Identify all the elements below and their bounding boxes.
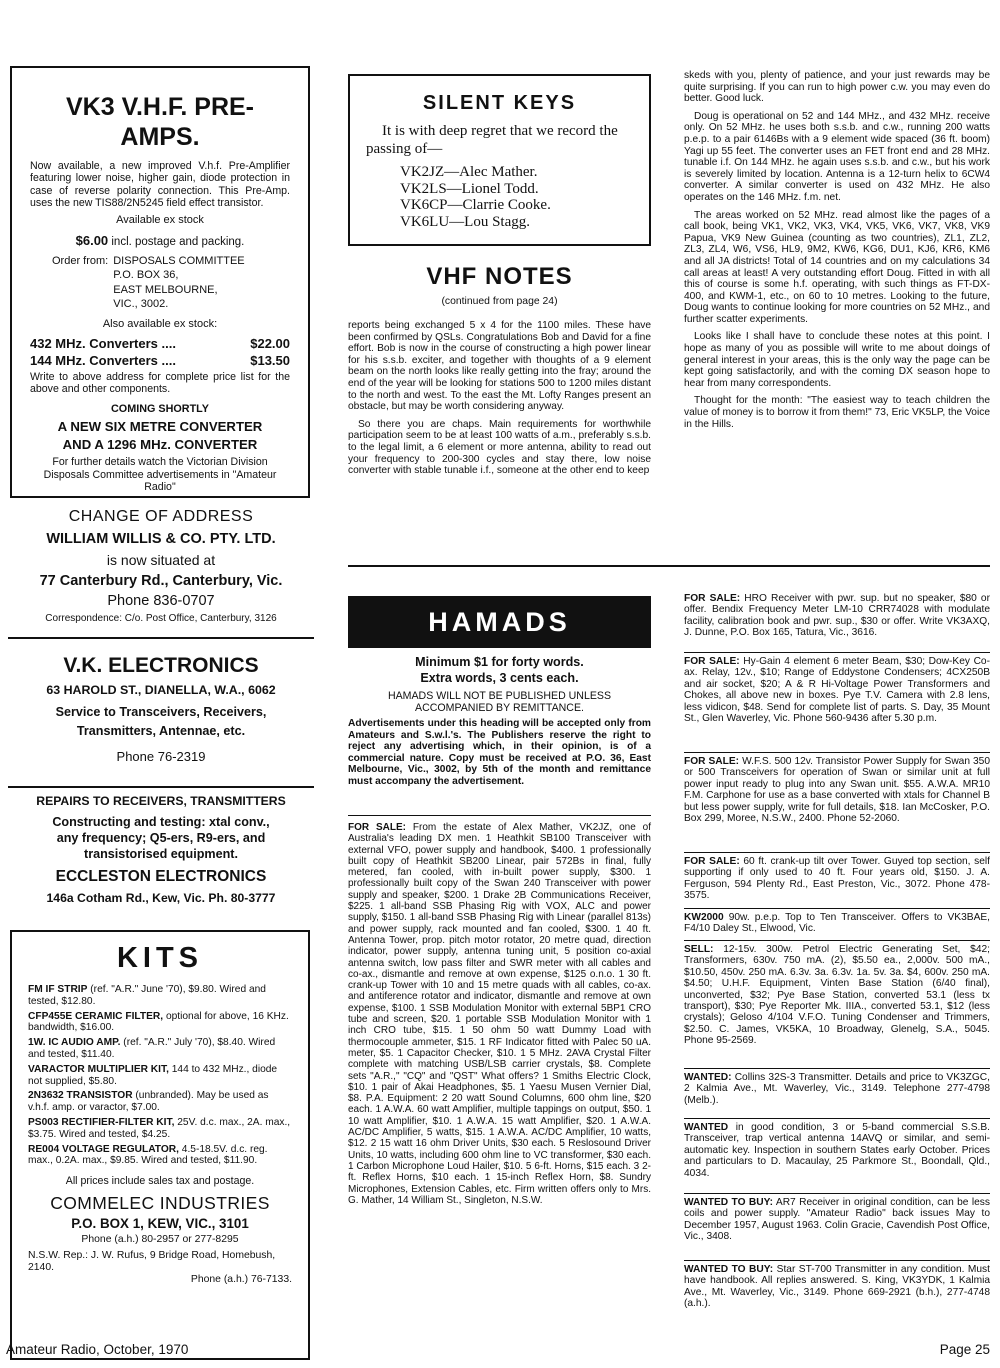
kit-detail: 25V. d.c. max., 2A. max., $3.75. Wired and tested, $4.25. — [28, 1116, 291, 1140]
vhf-continued: (continued from page 24) — [441, 296, 558, 307]
kit-name: 2N3632 TRANSISTOR — [28, 1090, 133, 1102]
change-phone: Phone 836-0707 — [107, 593, 215, 609]
ad-text: Hy-Gain 4 element 6 meter Beam, $30; Dow-Key Co-ax. Relay, 12v., $10; Range of Eddystone Condensers; 4CX250B and air socket, $20; A & R Hi-Voltage Power Transformers and Chokes, all above new in boxes. Pye T.V. Camera with 2.8 lens, less vidicon, $48. Send for complete list of parts. S. Day, 35 Mount St., Glen Waverley, Vic. Phone 560-9436 after 5.30 p.m. — [684, 656, 990, 725]
kit-item — [28, 1090, 292, 1114]
classified-ad — [684, 1264, 990, 1310]
kits-title: KITS — [116, 942, 204, 974]
kit-name: RE004 VOLTAGE REGULATOR, — [28, 1143, 179, 1155]
footer-page-number: Page 25 — [939, 1342, 990, 1357]
vk3-converter-432 — [30, 335, 290, 352]
address-line: VIC., 3002. — [113, 298, 169, 311]
address-line: EAST MELBOURNE, — [113, 283, 218, 296]
vk3-order-label: Order from: — [52, 254, 109, 267]
converter-price: $22.00 — [250, 335, 290, 351]
vk3-price: $6.00 — [75, 232, 109, 248]
vhf-title: VHF NOTES — [426, 263, 573, 290]
ad-heading: FOR SALE: — [684, 593, 741, 604]
divider — [348, 815, 651, 816]
ad-text: 12-15v. 300w. Petrol Electric Generating Set, $42; Transformers, 630v. 750 mA. (2), $5.50 ea., 2,000v. 500 mA., $10.50, 450v. 250 mA. 6.3v. 3a. 6.3v. 1a. 5v. 3a. $4, 600v. 250 mA. $4.50; U.H.F. Equipment, Vinten Base Station (6/40 final), unconverted, $32; Pye Base Station, converted 53.1 (less tx transport), $30; Pye Reporter Mk. IIIA., converted 53.1, $12 (less crystals); Geloso 4/104 V.F.O. Tuning Condenser and Trimmers, $2.50. C. James, VK5KA, 10 Broadway, Glenelg, S.A., 5045. Phone 95-2569. — [684, 944, 990, 1047]
kit-detail: 4.5-18.5V. d.c. reg. max., 0.2A. max., $9.85. Wired and tested, $11.90. — [28, 1143, 268, 1167]
kit-name: PS003 RECTIFIER-FILTER KIT, — [28, 1116, 175, 1128]
change-correspondence: Correspondence: C/o. Post Office, Canterbury, 3126 — [45, 613, 277, 624]
hamads-minimum-1: Minimum $1 for forty words. — [415, 655, 584, 669]
vk3-coming: COMING SHORTLY — [111, 403, 209, 416]
ad-divider — [684, 1068, 990, 1069]
kit-detail: (unbranded). May be used as v.h.f. amp. or varactor, $7.00. — [28, 1090, 269, 1114]
ad-heading: WANTED TO BUY: — [684, 1264, 774, 1275]
vk3-also: Also available ex stock: — [102, 317, 218, 330]
change-company: WILLIAM WILLIS & CO. PTY. LTD. — [46, 531, 276, 547]
change-heading: CHANGE OF ADDRESS — [68, 508, 254, 525]
vk3-price-line — [30, 233, 290, 248]
vk3-order — [30, 254, 290, 312]
vhf-paragraph: reports being exchanged 5 x 4 for the 1100 miles. These have been confirmed by QSLs. Congratulations Bob and David for a fine effort. Bob is now in the course of constructing a high power linear for his s.s.b. exciter, and together with thoughts of a 9 element beam on the north looks like really getting into the fray; around the end of the year will be looking for stations 500 to 1200 miles distant to the north and west. To the east the Mt. Lofty Ranges present an obstacle, but may be worth considering anyway. — [348, 320, 651, 413]
silent-key-name: VK2JZ—Alec Mather. — [400, 164, 538, 180]
kit-detail: (ref. "A.R." July '70), $8.40. Wired and tested, $11.40. — [28, 1037, 276, 1060]
converter-price: $13.50 — [250, 352, 290, 368]
ad-text: AR7 Receiver in original condition, can be less coils and power supply. "Amateur Radio" back issues May to December 1957, August 1963. Colin Gracie, Cavendish Post Office, Vic., 3408. — [684, 1197, 990, 1243]
ad-heading: FOR SALE: — [348, 822, 407, 833]
ad-text: Star ST-700 Transmitter in any condition. Must have handbook. All replies answered. S. King, VK3YDK, 1 Kalmia Ave., Mt. Waverley, Vic., 3149. Phone 669-2921 (b.h.), 277-4748 (a.h.). — [684, 1264, 990, 1310]
ad-divider — [684, 652, 990, 653]
vk3-order-address — [113, 254, 244, 312]
vk3-new1: A NEW SIX METRE CONVERTER — [57, 419, 263, 435]
converter-label: 432 MHz. Converters .... — [30, 335, 176, 351]
vk3-title: VK3 V.H.F. PRE-AMPS. — [65, 93, 255, 151]
kit-detail: optional for above, 16 KHz. bandwidth, $16.00. — [28, 1010, 289, 1034]
classified-ad — [684, 756, 990, 824]
classified-ad — [684, 656, 990, 724]
ad-text: HRO Receiver with pwr. sup. but no speaker, $80 or offer. Bendix Frequency Meter LM-10 CRR74028 with modulate facility, calibration book and pwr. sup., $30 or offer. Write VK3AXQ, J. Dunne, P.O. Box 165, Tatura, Vic., 3616. — [684, 593, 990, 639]
repairs-address: 146a Cotham Rd., Kew, Vic. Ph. 80-3777 — [46, 891, 276, 905]
vhf-paragraph: The areas worked on 52 MHz. read almost like the pages of a call book, being VK1, VK2, VK3, VK4, VK5, VK6, VK7, VK8, VK9 Papua, VK9 New Guinea (counting as two countries), ZL1, ZL2, ZL3, ZL4, W6, VS6, HL9, 9M2, KW6, KG6, DU1, KJ6, KR6, KM6 and all JA districts! Total of 14 countries and on my calculations 34 call areas at least! A very outstanding effort Doug. Fitted in with all this of course is some h.f. operating, with such things as FT-DX-400, and KWM-1, etc., on 60 to 10 metres. Looking to the future, Doug wants to continue looking for more countries on 52 MHz., and further scatter experiments. — [684, 209, 990, 325]
repairs-name: ECCLESTON ELECTRONICS — [55, 868, 267, 885]
vk-electronics-ad — [8, 652, 314, 767]
ad-text: From the estate of Alex Mather, VK2JZ, one of Australia's leading DX men. 1 Heathkit SB100 Transceiver with external VFO, power supply and handbook, $400. 1 professionally built copy of Heathkit SB200 Linear, pair 572Bs in final, fully metered, fan cooled, with in-built power supply, $300. 1 professionally built copy of the Swan 240 Transceiver with power supply and speaker, $200. 1 Drake 2B Communications Receiver, $225. 1 all-band SSB Phasing Rig with VOX, ALC and power supply, $150. 1 all-band SSB Phasing Rig with Linear (parallel 813s) and power supply, rack mounted and fan cooled, $300. 1 40 ft. Antenna Tower, prop. pitch motor rotator, 20 metre quad, direction indicator, power supply, antenna tuning unit, 5 position co-axial antenna switch, low pass filter and SWR meter with all cables and co-ax., dismantle and remove at own expense, $125 o.n.o. 1 30 ft. crank-up Tower with 10 and 15 metre quads with all cables, co-ax. and antiference rotator and indicator, dismantle and remove at own expense, $100. 1 SSB Modulation Monitor with external 5BP1 CRO tube and screen, $20. 1 portable SSB Modulation Monitor with 1 inch CRO tube, $15. 1 50 ohm 50 watt Dummy Load with thermocouple ammeter, $15. 1 RF Indicator fitted with Palec 50 uA. meter, $5. 1 Capacitor Checker, $10. 1 5 MHz. 2AVA Crystal Filter complete with matching USB/LSB carrier crystals, $8. Complete sets "A.R.," "CQ" and "QST" What offers? 1 Smiths Electric Clock, $10. 1 pair of Akai Headphones, $5. 1 Yaesu Musen Vernier Dial, $8. P.A. Equipment: 2 20 watt Sound Columns, 600 ohm line, $20 each. 1 A.W.A. 60 watt Amplifier, multiple tappings on output, $50. 1 10 watt Amplifier, $10. 1 A.W.A. 15 watt Amplifier, $20. 1 A.W.A. AC/DC Amplifier, 5 watts, $15. 1 A.W.A. AC/DC Amplifier, 10 watts, $12. 2 15 watt 16 ohm Driver Units, $30 each. 5 Reslosound Driver Units, 10 watts, including 600 ohm line to VC transformer, $30 each. 1 Carbon Microphone Loud Hailer, $10. 5 6-ft. Horns, $15 each. 3 2-ft. Reflex Horns, $10 each. 1 15-inch Reflex Horn, $8. Sundry Microphones, Extension Cables, etc. Firm written offers only to Mrs. G. Mather, 14 William St., Singleton, N.S.W. — [348, 822, 651, 1206]
hamads-minimum-2: Extra words, 3 cents each. — [420, 671, 579, 685]
classified-ad — [684, 1072, 990, 1106]
kit-name: CFP455E CERAMIC FILTER, — [28, 1010, 164, 1022]
kits-prices-note: All prices include sales tax and postage. — [65, 1175, 255, 1188]
ad-divider — [684, 940, 990, 941]
ad-heading: SELL: — [684, 944, 714, 955]
classified-ad — [684, 912, 990, 935]
kit-item — [28, 1144, 292, 1168]
converter-label: 144 MHz. Converters .... — [30, 352, 176, 368]
hamads-title: HAMADS — [428, 607, 571, 637]
change-situated: is now situated at — [106, 552, 216, 568]
ad-divider — [684, 908, 990, 909]
classified-ad — [684, 944, 990, 1047]
kit-item — [28, 984, 292, 1008]
kits-rep: N.S.W. Rep.: J. W. Rufus, 9 Bridge Road, Homebush, 2140. — [28, 1250, 276, 1274]
vk3-price-note: incl. postage and packing. — [111, 235, 245, 248]
vhf-paragraph: Doug is operational on 52 and 144 MHz., and 432 MHz. receive only. On 52 MHz. he uses both s.s.b. and c.w., running 200 watts p.e.p. to a pair 6146Bs with a 9 element wide spaced (36 ft. boom) Yagi up 55 feet. The converter uses an FET front end and 28 MHz. tunable i.f. On 144 MHz. he again uses s.s.b. and c.w., but his work is severely limited by location. Antenna is a 12-turn helix to 6CW4 converter. A similar converter is used on 432 MHz. He also operates on the 146 MHz. f.m. net. — [684, 110, 990, 203]
ad-heading: KW2000 — [684, 912, 724, 923]
vk3-further: For further details watch the Victorian Division Disposals Committee advertisements in "Amateur Radio" — [43, 456, 277, 494]
silent-intro: It is with deep regret that we record the passing of— — [366, 123, 618, 157]
vhf-column-1 — [348, 320, 651, 483]
hamads-terms-text: Advertisements under this heading will be accepted only from Amateurs and S.w.l.'s. The Publishers reserve the right to reject any advertising which, in their opinion, is of a commercial nature. Copy must be received at P.O. 36, East Melbourne, Vic., 3002, by 5th of the month and remittance must accompany the advertisement. — [348, 718, 651, 787]
kit-item — [28, 1011, 292, 1035]
ad-divider — [684, 1118, 990, 1119]
vke-name: V.K. ELECTRONICS — [63, 654, 259, 677]
estate-sale-ad — [348, 822, 651, 1206]
ad-text: in good condition, 3 or 5-band commercial S.S.B. Transceiver, trap vertical antenna 14AVQ or similar, and semi-automatic key. Inspection in southern States early October. Prices and particulars to D. Macaulay, 25 Parkmore St., Boondall, Qld., 4034. — [684, 1122, 990, 1179]
vhf-column-2 — [684, 70, 990, 436]
kits-company: COMMELEC INDUSTRIES — [50, 1193, 270, 1214]
ad-text: 90w. p.e.p. Top to Ten Transceiver. Offers to VK3BAE, F4/10 Daley St., Elwood, Vic. — [684, 912, 990, 935]
classified-ad — [684, 1122, 990, 1179]
vk3-intro: Now available, a new improved V.h.f. Pre-Amplifier featuring lower noise, higher gain, diode protection in case of reverse polarity connection. This Pre-Amp. uses the new TIS88/2N5245 field effect transistor. — [30, 160, 290, 210]
ad-divider — [684, 852, 990, 853]
kit-detail: (ref. "A.R." June '70), $9.80. Wired and tested, $12.80. — [28, 984, 266, 1007]
silent-key-name: VK2LS—Lionel Todd. — [400, 180, 539, 197]
vk3-stock: Available ex stock — [116, 213, 204, 226]
kit-name: VARACTOR MULTIPLIER KIT, — [28, 1063, 169, 1075]
ad-text: 60 ft. crank-up tilt over Tower. Guyed top section, self supporting if only used to 40 ft. Four years old, $150. J. A. Ferguson, 594 Plenty Rd., East Preston, Vic., 3072. Phone 478-3575. — [684, 856, 990, 902]
vk3-new2: AND A 1296 MHz. CONVERTER — [62, 437, 258, 453]
hamads-banner — [348, 596, 651, 648]
kits-ad — [10, 930, 310, 1360]
kit-item — [28, 1037, 292, 1061]
ad-divider — [684, 752, 990, 753]
hamads-notice-2: ACCOMPANIED BY REMITTANCE. — [415, 702, 584, 714]
classified-ad — [684, 856, 990, 902]
ad-heading: WANTED — [684, 1122, 729, 1133]
vk3-converter-144 — [30, 352, 290, 369]
vhf-paragraph: Thought for the month: "The easiest way to teach children the value of money is to borrow it from them!" 73, Eric VK5LP, the Voice in the Hills. — [684, 395, 990, 430]
ad-heading: FOR SALE: — [684, 756, 740, 767]
change-address: 77 Canterbury Rd., Canterbury, Vic. — [39, 573, 283, 589]
kits-rep-phone: Phone (a.h.) 76-7133. — [190, 1274, 292, 1286]
repairs-ad — [8, 792, 314, 907]
hamads-notice-1: HAMADS WILL NOT BE PUBLISHED UNLESS — [387, 690, 612, 702]
vhf-paragraph: Looks like I shall have to conclude these notes at this point. I hope as many of you as possible will write to me about doings of general interest in your areas, this is the only way the page can be kept going satisfactorily, and with the coming DX season hope to hear from many correspondents. — [684, 331, 990, 389]
hamads-estate-sale — [348, 822, 651, 1212]
kit-item — [28, 1064, 292, 1088]
repairs-body-2: any frequency; Q5-ers, R9-ers, and — [56, 831, 266, 845]
divider — [8, 637, 314, 639]
ad-divider — [684, 1260, 990, 1261]
ad-divider — [684, 1193, 990, 1194]
repairs-body-1: Constructing and testing: xtal conv., — [52, 815, 270, 829]
ad-heading: WANTED: — [684, 1072, 732, 1083]
kit-detail: 144 to 432 MHz., diode not supplied, $5.80. — [28, 1063, 278, 1087]
address-line: DISPOSALS COMMITTEE — [113, 254, 245, 267]
repairs-heading: REPAIRS TO RECEIVERS, TRANSMITTERS — [36, 794, 286, 808]
classified-ad — [684, 593, 990, 639]
change-of-address-ad — [8, 506, 314, 627]
vke-address: 63 HAROLD ST., DIANELLA, W.A., 6062 — [46, 683, 276, 697]
vk3-write: Write to above address for complete price list for the above and other components. — [30, 370, 290, 396]
kits-phone: Phone (a.h.) 80-2957 or 277-8295 — [81, 1234, 239, 1246]
footer-publication: Amateur Radio, October, 1970 — [6, 1342, 189, 1357]
repairs-body-3: transistorised equipment. — [84, 847, 238, 861]
divider — [8, 786, 314, 788]
classified-ad — [684, 1197, 990, 1243]
vke-service-1: Service to Transceivers, Receivers, — [55, 705, 267, 719]
silent-key-name: VK6CP—Clarrie Cooke. — [400, 197, 551, 213]
vk3-preamps-ad — [10, 66, 310, 498]
vke-phone: Phone 76-2319 — [116, 749, 206, 764]
kits-box: P.O. BOX 1, KEW, VIC., 3101 — [71, 1216, 249, 1232]
kit-item — [28, 1117, 292, 1141]
vhf-paragraph: So there you are chaps. Main requirements for worthwhile participation seem to be at least 100 watts of a.m., preferably s.s.b. to the legal limit, a 6 element or more antenna, ability to read out your frequency to 200-300 cycles and stay there, low noise converter with stable tunable i.f., someone at the other end to keep — [348, 418, 651, 477]
ad-heading: FOR SALE: — [684, 856, 740, 867]
ad-heading: WANTED TO BUY: — [684, 1197, 774, 1208]
silent-key-name: VK6LU—Lou Stagg. — [400, 213, 530, 230]
silent-title: SILENT KEYS — [422, 92, 577, 114]
kit-name: 1W. IC AUDIO AMP. — [28, 1037, 121, 1049]
ad-text: Collins 32S-3 Transmitter. Details and price to VK3ZGC, 2 Kalmia Ave., Mt. Waverley, Vic., 3149. Telephone 277-4798 (Melb.). — [684, 1072, 990, 1106]
vhf-paragraph: skeds with you, plenty of patience, and your just rewards may be quite surprising. If you can run to high power c.w. you may even do better. Good luck. — [684, 70, 990, 105]
section-divider — [348, 565, 990, 567]
address-line: P.O. BOX 36, — [113, 269, 179, 282]
silent-keys-box — [348, 74, 651, 246]
ad-text: W.F.S. 500 12v. Transistor Power Supply for Swan 350 or 500 Transceivers for operation of Swan or similar unit at full power input ready to plug into any Swan unit. $55. A.W.A. MR10 F.M. Carphone for use as a base converted with xtals for Channel B but less power supply, write for full details, $18. Ian McCosker, P.O. Box 299, Moree, N.S.W., 2400. Phone 52-2060. — [684, 756, 990, 825]
silent-names — [366, 164, 633, 230]
kit-name: FM IF STRIP — [28, 984, 88, 995]
ad-heading: FOR SALE: — [684, 656, 740, 667]
hamads-terms — [348, 718, 651, 794]
vke-service-2: Transmitters, Antennae, etc. — [76, 724, 246, 738]
